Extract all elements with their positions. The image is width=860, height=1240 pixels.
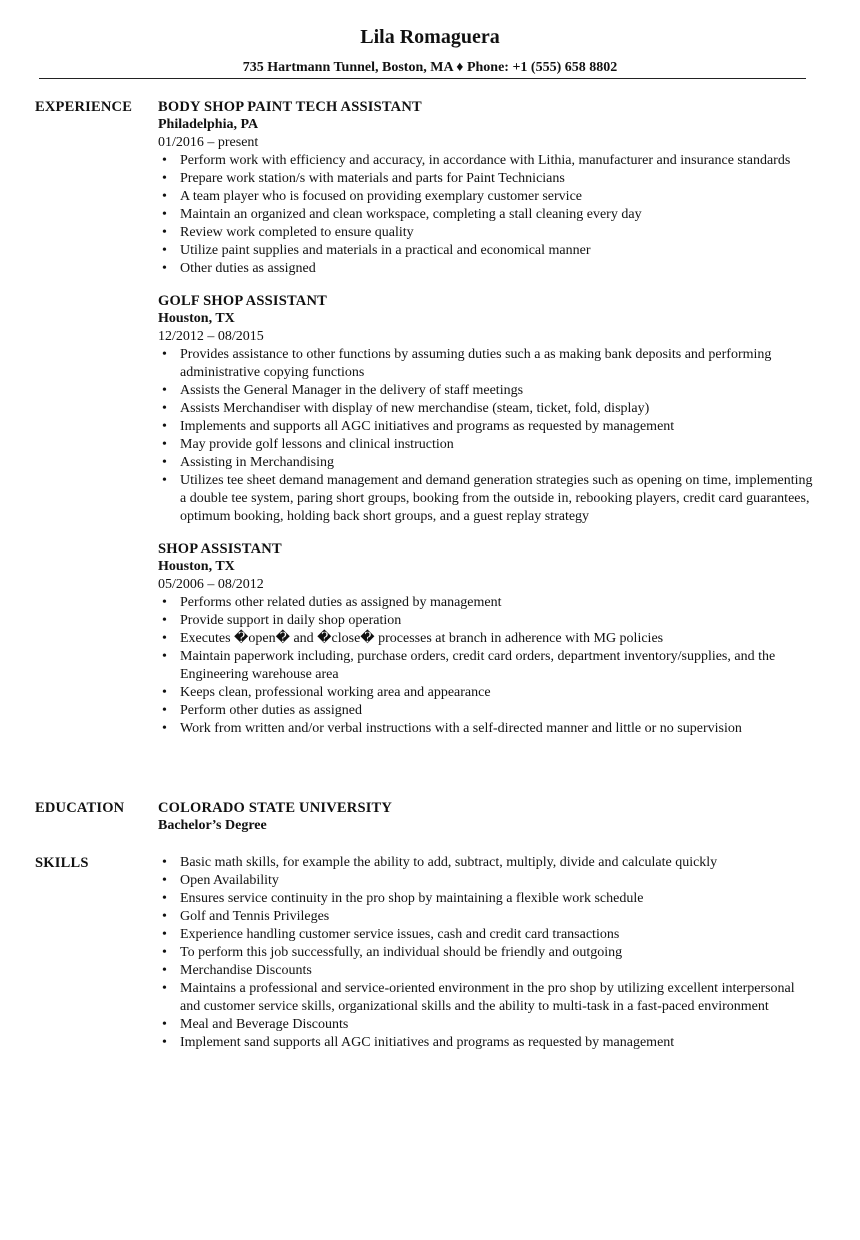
list-item: • Performs other related duties as assigned by management xyxy=(158,594,813,612)
list-item: • Perform work with efficiency and accuracy, in accordance with Lithia, manufacturer and insurance standards xyxy=(158,152,813,170)
list-item: • Golf and Tennis Privileges xyxy=(158,908,813,926)
education-content xyxy=(158,799,813,835)
job-location: Houston, TX xyxy=(158,559,235,574)
list-item: • Open Availability xyxy=(158,872,813,890)
list-item: • Maintains a professional and service-oriented environment in the pro shop by utilizing excellent interpersonal and customer service skills, organizational skills and the ability to multi-task in a fast-paced environment xyxy=(158,980,813,1016)
job-dates: 05/2006 – 08/2012 xyxy=(158,577,264,592)
list-item: • Other duties as assigned xyxy=(158,260,813,278)
list-item: • Meal and Beverage Discounts xyxy=(158,1016,813,1034)
list-item: • Perform other duties as assigned xyxy=(158,702,813,720)
list-item: • Review work completed to ensure quality xyxy=(158,224,813,242)
job-location: Philadelphia, PA xyxy=(158,117,259,132)
job-duties xyxy=(158,152,813,278)
experience-heading: EXPERIENCE xyxy=(35,99,133,115)
job-location: Houston, TX xyxy=(158,311,235,326)
list-item: • A team player who is focused on providing exemplary customer service xyxy=(158,188,813,206)
job-dates: 12/2012 – 08/2015 xyxy=(158,329,264,344)
list-item: • Provide support in daily shop operation xyxy=(158,612,813,630)
degree: Bachelor’s Degree xyxy=(158,818,267,833)
job-entry xyxy=(158,98,813,278)
list-item: • Prepare work station/s with materials and parts for Paint Technicians xyxy=(158,170,813,188)
skills-list xyxy=(158,854,813,1052)
education-heading: EDUCATION xyxy=(35,800,125,816)
list-item: • Basic math skills, for example the ability to add, subtract, multiply, divide and calculate quickly xyxy=(158,854,813,872)
candidate-name: Lila Romaguera xyxy=(360,26,500,48)
list-item: • Utilize paint supplies and materials in a practical and economical manner xyxy=(158,242,813,260)
job-title: BODY SHOP PAINT TECH ASSISTANT xyxy=(158,99,422,115)
skills-content xyxy=(158,854,813,1052)
job-duties xyxy=(158,346,813,526)
list-item: • Assisting in Merchandising xyxy=(158,454,813,472)
list-item: • Experience handling customer service issues, cash and credit card transactions xyxy=(158,926,813,944)
contact-line: 735 Hartmann Tunnel, Boston, MA ♦ Phone: +1 (555) 658 8802 xyxy=(242,60,618,75)
list-item: • Executes �open� and �close� processes at branch in adherence with MG policies xyxy=(158,630,813,648)
list-item: • Merchandise Discounts xyxy=(158,962,813,980)
job-dates: 01/2016 – present xyxy=(158,135,259,150)
school-name: COLORADO STATE UNIVERSITY xyxy=(158,800,393,816)
list-item: • Implements and supports all AGC initiatives and programs as requested by management xyxy=(158,418,813,436)
list-item: • Assists the General Manager in the delivery of staff meetings xyxy=(158,382,813,400)
list-item: • May provide golf lessons and clinical instruction xyxy=(158,436,813,454)
list-item: • Utilizes tee sheet demand management and demand generation strategies such as opening on time, implementing a double tee system, paring short groups, booking from the outside in, rebooking players, credit card guarantees, optimum booking, holding back short groups, and a guest replay strategy xyxy=(158,472,813,526)
job-title: SHOP ASSISTANT xyxy=(158,541,282,557)
list-item: • Maintain an organized and clean workspace, completing a stall cleaning every day xyxy=(158,206,813,224)
job-title: GOLF SHOP ASSISTANT xyxy=(158,293,327,309)
job-duties xyxy=(158,594,813,738)
list-item: • Implement sand supports all AGC initiatives and programs as requested by management xyxy=(158,1034,813,1052)
skills-heading: SKILLS xyxy=(35,855,89,871)
header-divider xyxy=(39,78,806,79)
list-item: • Maintain paperwork including, purchase orders, credit card orders, department inventory/supplies, and the Engineering warehouse area xyxy=(158,648,813,684)
job-entry xyxy=(158,292,813,526)
list-item: • Assists Merchandiser with display of new merchandise (steam, ticket, fold, display) xyxy=(158,400,813,418)
list-item: • Ensures service continuity in the pro shop by maintaining a flexible work schedule xyxy=(158,890,813,908)
job-entry xyxy=(158,540,813,738)
list-item: • Work from written and/or verbal instructions with a self-directed manner and little or no supervision xyxy=(158,720,813,738)
list-item: • Provides assistance to other functions by assuming duties such a as making bank deposits and performing administrative copying functions xyxy=(158,346,813,382)
experience-content xyxy=(158,98,813,752)
list-item: • To perform this job successfully, an individual should be friendly and outgoing xyxy=(158,944,813,962)
list-item: • Keeps clean, professional working area and appearance xyxy=(158,684,813,702)
